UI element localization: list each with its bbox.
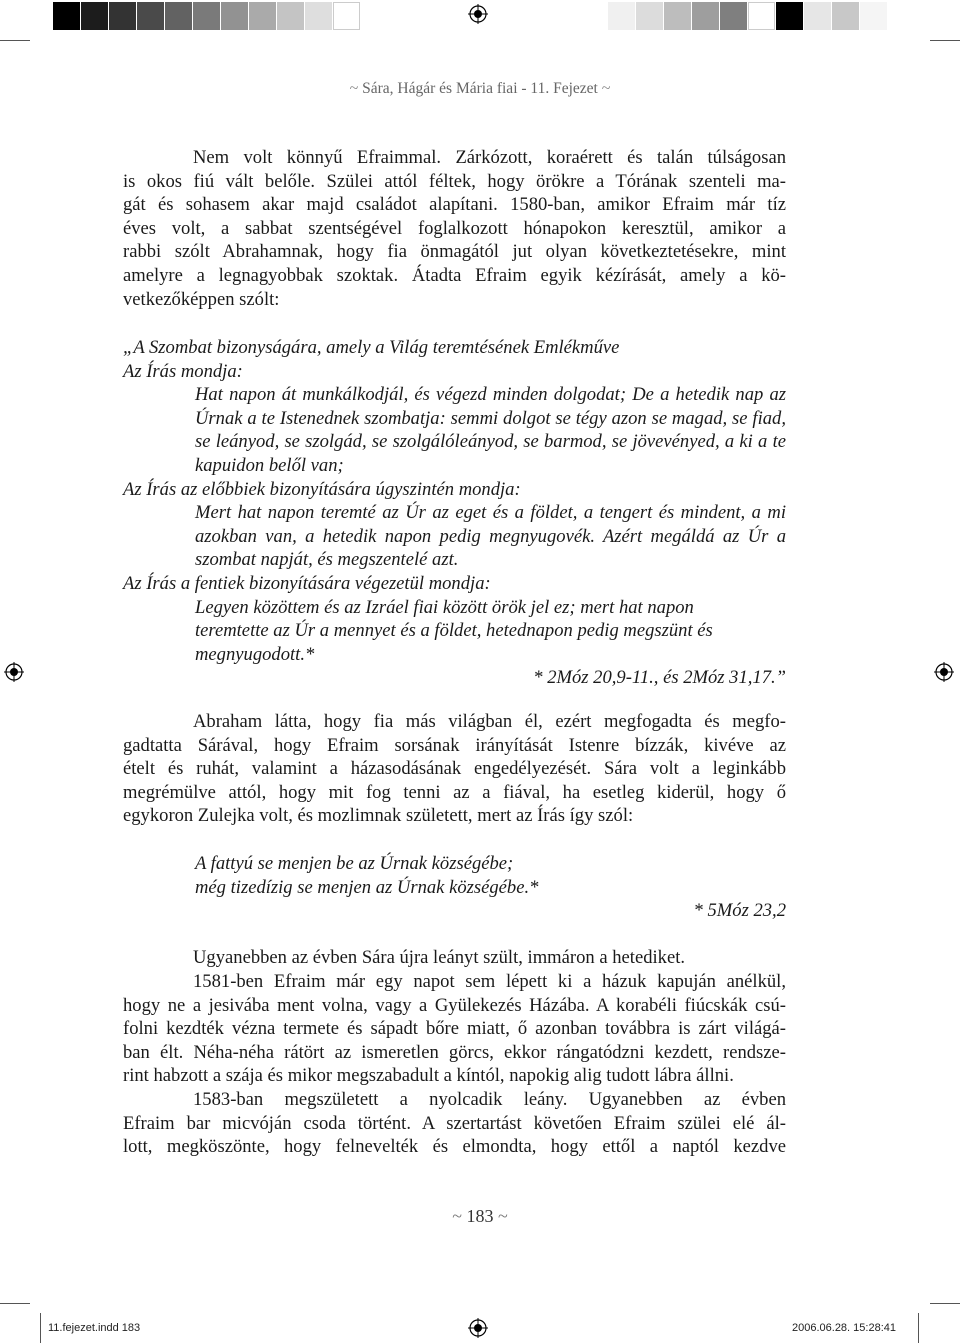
text-line: amelyre a legnagyobbak szoktak. Átadta Efraim egyik kézírását, amely a kö- bbox=[123, 264, 786, 286]
text-line: hogy ne a jesivába ment volna, vagy a Gyülekezés Házába. A korabéli fiúcskák csú- bbox=[123, 994, 786, 1016]
text-line: megrémülve attól, hogy mit fog tenni az a fiával, ha esetleg kiderül, hogy ő bbox=[123, 781, 786, 803]
quote-line: megnyugodott.* bbox=[195, 643, 315, 665]
text-line: ételt és ruhát, valamint a házasodásának engedélyezését. Sára volt a leginkább bbox=[123, 758, 786, 780]
text-line: lott, megköszönte, hogy felnevelték és elmondta, hogy ettől a naptól kezdve bbox=[123, 1136, 786, 1158]
calibration-swatch bbox=[636, 2, 663, 30]
quote-reference: * 2Móz 20,9-11., és 2Móz 31,17.” bbox=[533, 667, 786, 689]
calibration-swatch bbox=[277, 2, 304, 30]
page-number bbox=[0, 1206, 960, 1227]
text-line: rabbi szólt Abrahamnak, hogy fia önmagától jut olyan következtetésekre, mint bbox=[123, 241, 786, 263]
paragraph-5 bbox=[123, 1088, 786, 1159]
calibration-swatch bbox=[860, 2, 887, 30]
scripture-quote-2 bbox=[123, 852, 786, 923]
quote-line: kapuidon belől van; bbox=[195, 454, 344, 476]
paragraph-3 bbox=[123, 946, 786, 970]
quote-line: Hat napon át munkálkodjál, és végezd minden dolgodat; De a hetedik nap az bbox=[195, 384, 786, 406]
registration-mark-right-icon bbox=[934, 662, 954, 682]
calibration-swatch bbox=[109, 2, 136, 30]
crop-mark-top-left bbox=[0, 40, 30, 41]
text-line: ban élt. Néha-néha rátört az ismeretlen görcs, ekkor rángatódzni kezdett, rendsze- bbox=[123, 1041, 786, 1063]
running-head bbox=[0, 80, 960, 98]
paragraph-2 bbox=[123, 710, 786, 828]
calibration-swatch bbox=[776, 2, 803, 30]
calibration-swatch bbox=[81, 2, 108, 30]
text-line: Efraim bar micvóján csoda történt. A szertartást követően Efraim szülei elé ál- bbox=[123, 1112, 786, 1134]
text-line: 1581-ben Efraim már egy napot sem lépett ki a házuk kapuján anélkül, bbox=[193, 971, 786, 992]
text-line: éves volt, a sabbat szentségével foglalkozott hónapokon keresztül, amikor a bbox=[123, 217, 786, 239]
registration-mark-left-icon bbox=[4, 662, 24, 682]
calibration-swatch bbox=[249, 2, 276, 30]
ornament-right-icon: ~ bbox=[601, 80, 611, 97]
calibration-swatch bbox=[832, 2, 859, 30]
text-line: Nem volt könnyű Efraimmal. Zárkózott, koraérett és talán túlságosan bbox=[193, 147, 786, 168]
calibration-swatch bbox=[193, 2, 220, 30]
paragraph-4 bbox=[123, 970, 786, 1088]
slug-date: 2006.06.28. 15:28:41 bbox=[792, 1322, 896, 1334]
text-line: gadtatta Sárával, hogy Efraim sorsának irányítását Istenre bízzák, kivéve az bbox=[123, 734, 786, 756]
registration-mark-top-icon bbox=[468, 4, 488, 24]
calibration-swatch bbox=[804, 2, 831, 30]
quote-intro: Az Írás a fentiek bizonyítására végezetül mondja: bbox=[123, 572, 491, 594]
calibration-swatch bbox=[221, 2, 248, 30]
calibration-bar-left bbox=[53, 2, 361, 30]
calibration-swatch bbox=[692, 2, 719, 30]
text-line: vetkezőképpen szólt: bbox=[123, 288, 280, 310]
crop-mark-top-right bbox=[930, 40, 960, 41]
quote-line: azokban van, a hetedik napon pedig megnyugovék. Azért megáldá az Úr a bbox=[195, 525, 786, 547]
ornament-left-icon: ~ bbox=[452, 1206, 462, 1226]
scripture-quote bbox=[123, 336, 786, 690]
page-number-value: 183 bbox=[466, 1206, 494, 1226]
calibration-bar-right bbox=[608, 2, 888, 30]
calibration-swatch bbox=[53, 2, 80, 30]
text-line: Abraham látta, hogy fia más világban él, ezért megfogadta és megfo- bbox=[193, 711, 786, 732]
quote-intro: Az Írás az előbbiek bizonyítására úgyszintén mondja: bbox=[123, 478, 521, 500]
quote-line: Úrnak a te Istenednek szombatja: semmi dolgot se tégy azon se magad, se fiad, bbox=[195, 407, 786, 429]
quote-title: „A Szombat bizonyságára, amely a Világ teremtésének Emlékműve bbox=[123, 337, 620, 358]
text-line: gát és sohasem akar majd családot alapítani. 1580-ban, amikor Efraim már tíz bbox=[123, 194, 786, 216]
calibration-swatch bbox=[664, 2, 691, 30]
crop-mark-bottom-right bbox=[930, 1303, 960, 1304]
running-head-title: Sára, Hágár és Mária fiai - 11. Fejezet bbox=[362, 80, 598, 97]
ornament-right-icon: ~ bbox=[498, 1206, 508, 1226]
quote-line: szombat napját, és megszentelé azt. bbox=[195, 549, 459, 571]
quote-line: A fattyú se menjen be az Úrnak községébe; bbox=[195, 853, 514, 874]
calibration-swatch bbox=[720, 2, 747, 30]
calibration-swatch bbox=[137, 2, 164, 30]
quote-line: még tizedízig se menjen az Úrnak községébe.* bbox=[195, 876, 539, 898]
calibration-swatch bbox=[305, 2, 332, 30]
slug-file: 11.fejezet.indd 183 bbox=[48, 1322, 141, 1334]
text-line: rint habzott a szája és mikor megszabadult a kíntól, napokig alig tudott lábra állni. bbox=[123, 1065, 734, 1087]
calibration-swatch bbox=[333, 2, 360, 30]
quote-reference: * 5Móz 23,2 bbox=[693, 900, 786, 922]
quote-line: Legyen közöttem és az Izráel fiai között örök jel ez; mert hat napon bbox=[195, 596, 694, 618]
text-line: Ugyanebben az évben Sára újra leányt szült, immáron a hetediket. bbox=[193, 947, 686, 968]
quote-intro: Az Írás mondja: bbox=[123, 360, 243, 382]
calibration-swatch bbox=[608, 2, 635, 30]
text-line: egykoron Zulejka volt, és mozlimnak született, mert az Írás így szól: bbox=[123, 805, 634, 827]
crop-mark-bottom-left bbox=[0, 1303, 30, 1304]
text-line: folni kezdték vézna termete és sápadt bőre miatt, ő azonban továbbra is zárt világá- bbox=[123, 1018, 786, 1040]
ornament-left-icon: ~ bbox=[349, 80, 359, 97]
text-line: is okos fiú vált belőle. Szülei attól féltek, hogy örökre a Tórának szenteli ma- bbox=[123, 170, 786, 192]
registration-mark-bottom-icon bbox=[468, 1318, 488, 1338]
quote-line: se leányod, se szolgád, se szolgálóleányod, se barmod, se jövevényed, a ki a te bbox=[195, 431, 786, 453]
crop-mark-bottom-right-vertical bbox=[918, 1313, 919, 1343]
quote-line: teremtette az Úr a mennyet és a földet, hetednapon pedig megszünt és bbox=[195, 620, 713, 642]
text-line: 1583-ban megszületett a nyolcadik leány. Ugyanebben az évben bbox=[193, 1089, 786, 1110]
calibration-swatch bbox=[165, 2, 192, 30]
calibration-swatch bbox=[748, 2, 775, 30]
quote-line: Mert hat napon teremté az Úr az eget és a földet, a tengert és mindent, a mi bbox=[195, 502, 786, 524]
crop-mark-bottom-left-vertical bbox=[40, 1313, 41, 1343]
paragraph-1 bbox=[123, 146, 786, 311]
